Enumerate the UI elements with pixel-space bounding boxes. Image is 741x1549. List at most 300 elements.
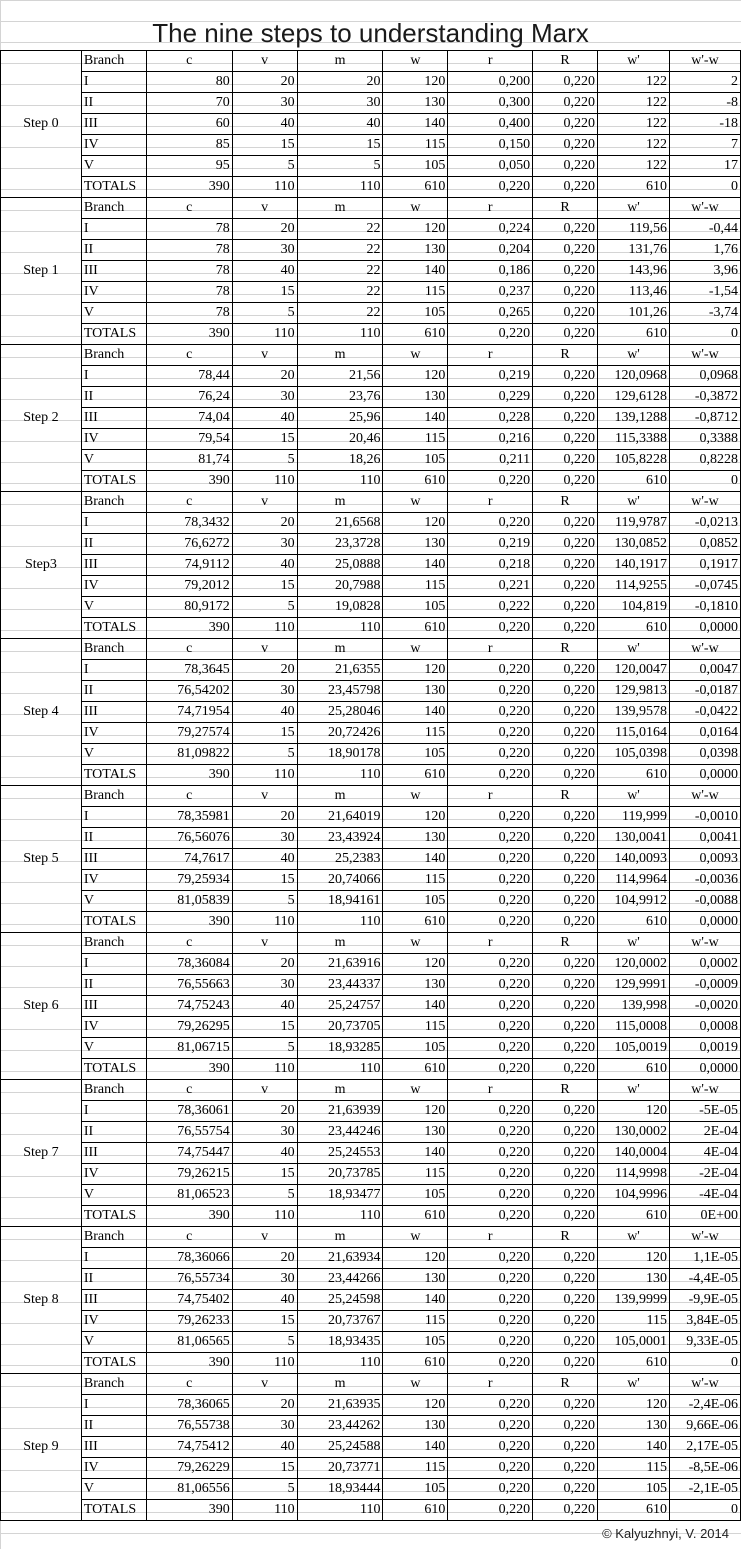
value-cell: 0,220 [533, 408, 598, 429]
value-cell: 0,220 [533, 702, 598, 723]
value-cell: 5 [297, 156, 383, 177]
value-cell: -0,0010 [669, 807, 740, 828]
column-header: w'-w [669, 786, 740, 807]
value-cell: -8,5E-06 [669, 1458, 740, 1479]
value-cell: 140 [383, 555, 448, 576]
value-cell: 0,220 [448, 996, 533, 1017]
value-cell: -0,0422 [669, 702, 740, 723]
value-cell: 0,220 [533, 723, 598, 744]
value-cell: 105 [383, 1038, 448, 1059]
branch-cell: I [81, 807, 146, 828]
branch-cell: III [81, 1290, 146, 1311]
branch-cell: IV [81, 1458, 146, 1479]
value-cell: 15 [232, 1311, 297, 1332]
value-cell: 0,220 [533, 975, 598, 996]
value-cell: 0,220 [448, 324, 533, 345]
value-cell: 130 [383, 975, 448, 996]
table-row [1, 555, 741, 576]
column-header: w'-w [669, 1374, 740, 1395]
table-row [1, 576, 741, 597]
column-header: w' [598, 639, 670, 660]
value-cell: 139,9999 [598, 1290, 670, 1311]
value-cell: 115 [383, 723, 448, 744]
value-cell: 0 [669, 471, 740, 492]
value-cell: 30 [232, 93, 297, 114]
branch-cell: III [81, 702, 146, 723]
value-cell: 0,220 [448, 1500, 533, 1521]
value-cell: 0,220 [533, 1437, 598, 1458]
step-header-row [1, 51, 741, 72]
table-row [1, 681, 741, 702]
branch-cell: II [81, 828, 146, 849]
table-row [1, 240, 741, 261]
value-cell: 5 [232, 303, 297, 324]
value-cell: 25,24553 [297, 1143, 383, 1164]
totals-row [1, 1500, 741, 1521]
value-cell: 0,220 [533, 303, 598, 324]
value-cell: 0,220 [448, 1290, 533, 1311]
step-label: Step 6 [1, 933, 82, 1080]
branch-cell: I [81, 72, 146, 93]
value-cell: 0,0398 [669, 744, 740, 765]
value-cell: 20 [232, 660, 297, 681]
value-cell: 0,220 [448, 702, 533, 723]
column-header: Branch [81, 345, 146, 366]
value-cell: 21,63939 [297, 1101, 383, 1122]
value-cell: 390 [146, 1206, 232, 1227]
steps-table [0, 50, 741, 1521]
value-cell: 390 [146, 1500, 232, 1521]
table-row [1, 954, 741, 975]
value-cell: 20 [232, 1101, 297, 1122]
value-cell: 78 [146, 219, 232, 240]
value-cell: -0,44 [669, 219, 740, 240]
value-cell: 120 [598, 1248, 670, 1269]
value-cell: 0,220 [533, 1353, 598, 1374]
column-header: w [383, 1227, 448, 1248]
value-cell: 18,93477 [297, 1185, 383, 1206]
value-cell: 74,75243 [146, 996, 232, 1017]
value-cell: 0,220 [448, 1101, 533, 1122]
branch-cell: III [81, 1437, 146, 1458]
value-cell: 5 [232, 1185, 297, 1206]
value-cell: 110 [232, 324, 297, 345]
value-cell: 122 [598, 135, 670, 156]
value-cell: 19,0828 [297, 597, 383, 618]
value-cell: 139,9578 [598, 702, 670, 723]
table-row [1, 366, 741, 387]
value-cell: 120,0047 [598, 660, 670, 681]
totals-row [1, 1353, 741, 1374]
branch-cell: V [81, 744, 146, 765]
value-cell: 0,237 [448, 282, 533, 303]
value-cell: 0,220 [533, 1479, 598, 1500]
value-cell: 0,220 [533, 1038, 598, 1059]
value-cell: 22 [297, 303, 383, 324]
step-label: Step 0 [1, 51, 82, 198]
value-cell: 0,220 [533, 744, 598, 765]
value-cell: 30 [232, 387, 297, 408]
value-cell: 120,0968 [598, 366, 670, 387]
value-cell: 0,220 [448, 513, 533, 534]
value-cell: 0,220 [533, 156, 598, 177]
value-cell: 115 [383, 576, 448, 597]
table-row [1, 870, 741, 891]
value-cell: 130 [598, 1269, 670, 1290]
table-row [1, 1437, 741, 1458]
totals-row [1, 177, 741, 198]
value-cell: 0,220 [533, 1122, 598, 1143]
value-cell: 80 [146, 72, 232, 93]
branch-cell: TOTALS [81, 765, 146, 786]
value-cell: 610 [383, 1500, 448, 1521]
column-header: v [232, 1080, 297, 1101]
value-cell: 122 [598, 114, 670, 135]
value-cell: 70 [146, 93, 232, 114]
value-cell: 0,220 [448, 1122, 533, 1143]
value-cell: 79,54 [146, 429, 232, 450]
value-cell: -0,8712 [669, 408, 740, 429]
value-cell: 115,0164 [598, 723, 670, 744]
column-header: m [297, 492, 383, 513]
value-cell: 21,6568 [297, 513, 383, 534]
value-cell: 78,44 [146, 366, 232, 387]
table-row [1, 891, 741, 912]
value-cell: 610 [383, 471, 448, 492]
value-cell: 0,220 [533, 450, 598, 471]
table-row [1, 597, 741, 618]
column-header: w'-w [669, 51, 740, 72]
table-row [1, 1311, 741, 1332]
value-cell: 129,6128 [598, 387, 670, 408]
value-cell: 0,220 [448, 1185, 533, 1206]
value-cell: 0,221 [448, 576, 533, 597]
value-cell: 120 [598, 1101, 670, 1122]
table-row [1, 156, 741, 177]
branch-cell: I [81, 219, 146, 240]
value-cell: 390 [146, 765, 232, 786]
column-header: v [232, 51, 297, 72]
column-header: v [232, 786, 297, 807]
value-cell: 104,9912 [598, 891, 670, 912]
value-cell: 0,220 [533, 1500, 598, 1521]
value-cell: 130 [383, 240, 448, 261]
value-cell: -0,0036 [669, 870, 740, 891]
value-cell: 120 [383, 807, 448, 828]
column-header: R [533, 345, 598, 366]
value-cell: 78 [146, 282, 232, 303]
table-row [1, 660, 741, 681]
branch-cell: TOTALS [81, 1500, 146, 1521]
value-cell: 2E-04 [669, 1122, 740, 1143]
column-header: c [146, 786, 232, 807]
value-cell: 0,220 [448, 1332, 533, 1353]
value-cell: 390 [146, 912, 232, 933]
value-cell: -4E-04 [669, 1185, 740, 1206]
table-row [1, 1290, 741, 1311]
value-cell: 0,220 [448, 660, 533, 681]
value-cell: 15 [232, 429, 297, 450]
value-cell: 40 [232, 1143, 297, 1164]
value-cell: 0E+00 [669, 1206, 740, 1227]
value-cell: 79,2012 [146, 576, 232, 597]
value-cell: 76,55738 [146, 1416, 232, 1437]
totals-row [1, 1206, 741, 1227]
value-cell: 0,0041 [669, 828, 740, 849]
value-cell: 0,220 [533, 366, 598, 387]
value-cell: 40 [297, 114, 383, 135]
value-cell: 81,06523 [146, 1185, 232, 1206]
value-cell: 115 [598, 1311, 670, 1332]
value-cell: 120 [383, 219, 448, 240]
value-cell: 119,9787 [598, 513, 670, 534]
value-cell: -2,1E-05 [669, 1479, 740, 1500]
value-cell: 0,220 [533, 807, 598, 828]
value-cell: -0,0187 [669, 681, 740, 702]
branch-cell: II [81, 240, 146, 261]
value-cell: 20 [232, 1395, 297, 1416]
value-cell: 0,220 [533, 1059, 598, 1080]
value-cell: 0,220 [448, 1038, 533, 1059]
table-row [1, 429, 741, 450]
value-cell: 0,220 [533, 891, 598, 912]
value-cell: 130,0852 [598, 534, 670, 555]
value-cell: 0,0000 [669, 618, 740, 639]
value-cell: 115 [383, 135, 448, 156]
value-cell: 25,24598 [297, 1290, 383, 1311]
branch-cell: IV [81, 576, 146, 597]
value-cell: 76,54202 [146, 681, 232, 702]
value-cell: 115 [383, 429, 448, 450]
value-cell: 0,220 [448, 618, 533, 639]
table-row [1, 303, 741, 324]
value-cell: 105 [383, 891, 448, 912]
value-cell: 0,220 [533, 1017, 598, 1038]
column-header: w' [598, 345, 670, 366]
value-cell: 18,93285 [297, 1038, 383, 1059]
value-cell: 610 [598, 1353, 670, 1374]
value-cell: 0,220 [533, 555, 598, 576]
table-row [1, 219, 741, 240]
table-row [1, 975, 741, 996]
value-cell: 390 [146, 471, 232, 492]
value-cell: 0,3388 [669, 429, 740, 450]
value-cell: 120,0002 [598, 954, 670, 975]
value-cell: 0,220 [533, 534, 598, 555]
table-row [1, 744, 741, 765]
value-cell: 130 [598, 1416, 670, 1437]
value-cell: 610 [598, 912, 670, 933]
value-cell: 30 [232, 240, 297, 261]
value-cell: 15 [232, 282, 297, 303]
table-row [1, 1458, 741, 1479]
value-cell: 40 [232, 1437, 297, 1458]
branch-cell: TOTALS [81, 618, 146, 639]
step-header-row [1, 786, 741, 807]
value-cell: 79,26215 [146, 1164, 232, 1185]
branch-cell: I [81, 1395, 146, 1416]
value-cell: 0,400 [448, 114, 533, 135]
value-cell: 15 [232, 870, 297, 891]
value-cell: 129,9813 [598, 681, 670, 702]
step-label: Step 5 [1, 786, 82, 933]
value-cell: 110 [232, 177, 297, 198]
column-header: w'-w [669, 1227, 740, 1248]
table-row [1, 450, 741, 471]
value-cell: 15 [297, 135, 383, 156]
value-cell: -9,9E-05 [669, 1290, 740, 1311]
column-header: m [297, 933, 383, 954]
value-cell: 0,228 [448, 408, 533, 429]
column-header: c [146, 345, 232, 366]
value-cell: 0,220 [448, 1143, 533, 1164]
branch-cell: II [81, 1269, 146, 1290]
totals-row [1, 912, 741, 933]
value-cell: 0,220 [448, 912, 533, 933]
column-header: m [297, 1080, 383, 1101]
value-cell: 20,73785 [297, 1164, 383, 1185]
column-header: w' [598, 492, 670, 513]
branch-cell: V [81, 1332, 146, 1353]
value-cell: 23,44266 [297, 1269, 383, 1290]
table-row [1, 849, 741, 870]
value-cell: 0,220 [533, 765, 598, 786]
value-cell: 140,0004 [598, 1143, 670, 1164]
value-cell: 105 [383, 744, 448, 765]
step-header-row [1, 1227, 741, 1248]
value-cell: 0,220 [533, 954, 598, 975]
value-cell: 120 [383, 366, 448, 387]
column-header: R [533, 51, 598, 72]
value-cell: 610 [598, 765, 670, 786]
table-row [1, 114, 741, 135]
branch-cell: TOTALS [81, 1206, 146, 1227]
value-cell: 0,220 [448, 471, 533, 492]
column-header: Branch [81, 639, 146, 660]
value-cell: 610 [383, 618, 448, 639]
value-cell: 105 [383, 1479, 448, 1500]
table-row [1, 996, 741, 1017]
value-cell: 0,220 [533, 324, 598, 345]
value-cell: 130,0002 [598, 1122, 670, 1143]
value-cell: 0,220 [533, 681, 598, 702]
column-header: c [146, 1080, 232, 1101]
column-header: Branch [81, 933, 146, 954]
value-cell: 5 [232, 1479, 297, 1500]
value-cell: 0,220 [533, 1311, 598, 1332]
value-cell: 4E-04 [669, 1143, 740, 1164]
value-cell: 0,220 [533, 282, 598, 303]
value-cell: 78,35981 [146, 807, 232, 828]
value-cell: 0,220 [533, 1248, 598, 1269]
column-header: r [448, 198, 533, 219]
value-cell: 140 [383, 1143, 448, 1164]
value-cell: 0,220 [533, 870, 598, 891]
value-cell: 3,84E-05 [669, 1311, 740, 1332]
branch-cell: TOTALS [81, 1353, 146, 1374]
value-cell: 85 [146, 135, 232, 156]
value-cell: 110 [297, 1500, 383, 1521]
value-cell: 110 [297, 1059, 383, 1080]
column-header: r [448, 786, 533, 807]
value-cell: 105 [383, 450, 448, 471]
value-cell: 0,220 [533, 1206, 598, 1227]
branch-cell: TOTALS [81, 1059, 146, 1080]
value-cell: 20,73767 [297, 1311, 383, 1332]
step-header-row [1, 492, 741, 513]
value-cell: 18,93435 [297, 1332, 383, 1353]
value-cell: 140 [598, 1437, 670, 1458]
value-cell: 110 [297, 1353, 383, 1374]
value-cell: 76,55663 [146, 975, 232, 996]
value-cell: 0,220 [448, 1416, 533, 1437]
value-cell: 20 [232, 513, 297, 534]
value-cell: 0,150 [448, 135, 533, 156]
value-cell: 105 [383, 156, 448, 177]
column-header: Branch [81, 786, 146, 807]
value-cell: 0,0047 [669, 660, 740, 681]
value-cell: 40 [232, 1290, 297, 1311]
branch-cell: TOTALS [81, 912, 146, 933]
column-header: w [383, 786, 448, 807]
value-cell: 0,220 [533, 1332, 598, 1353]
value-cell: 610 [383, 1206, 448, 1227]
value-cell: 22 [297, 282, 383, 303]
branch-cell: IV [81, 1311, 146, 1332]
value-cell: 20 [232, 954, 297, 975]
value-cell: 122 [598, 72, 670, 93]
step-header-row [1, 1080, 741, 1101]
table-row [1, 1395, 741, 1416]
value-cell: 115,3388 [598, 429, 670, 450]
value-cell: 610 [598, 618, 670, 639]
copyright-footer: © Kalyuzhnyi, V. 2014 [602, 1526, 729, 1541]
value-cell: 74,9112 [146, 555, 232, 576]
value-cell: 610 [598, 1500, 670, 1521]
table-row [1, 72, 741, 93]
value-cell: 74,7617 [146, 849, 232, 870]
value-cell: 140,1917 [598, 555, 670, 576]
value-cell: 0,219 [448, 534, 533, 555]
value-cell: 0,1917 [669, 555, 740, 576]
value-cell: 119,999 [598, 807, 670, 828]
table-row [1, 282, 741, 303]
value-cell: 79,26229 [146, 1458, 232, 1479]
column-header: r [448, 1080, 533, 1101]
column-header: w [383, 51, 448, 72]
column-header: c [146, 198, 232, 219]
column-header: m [297, 1227, 383, 1248]
branch-cell: III [81, 1143, 146, 1164]
value-cell: 78,36061 [146, 1101, 232, 1122]
value-cell: 0,220 [533, 1290, 598, 1311]
value-cell: 9,33E-05 [669, 1332, 740, 1353]
branch-cell: II [81, 1122, 146, 1143]
branch-cell: V [81, 1038, 146, 1059]
value-cell: 140 [383, 114, 448, 135]
value-cell: 0,220 [533, 1269, 598, 1290]
value-cell: 0,0000 [669, 912, 740, 933]
value-cell: 76,55754 [146, 1122, 232, 1143]
table-row [1, 807, 741, 828]
value-cell: 0,186 [448, 261, 533, 282]
value-cell: 76,24 [146, 387, 232, 408]
column-header: w [383, 639, 448, 660]
value-cell: 0,220 [448, 1437, 533, 1458]
value-cell: 110 [297, 471, 383, 492]
value-cell: 610 [598, 1059, 670, 1080]
value-cell: 115 [383, 1458, 448, 1479]
